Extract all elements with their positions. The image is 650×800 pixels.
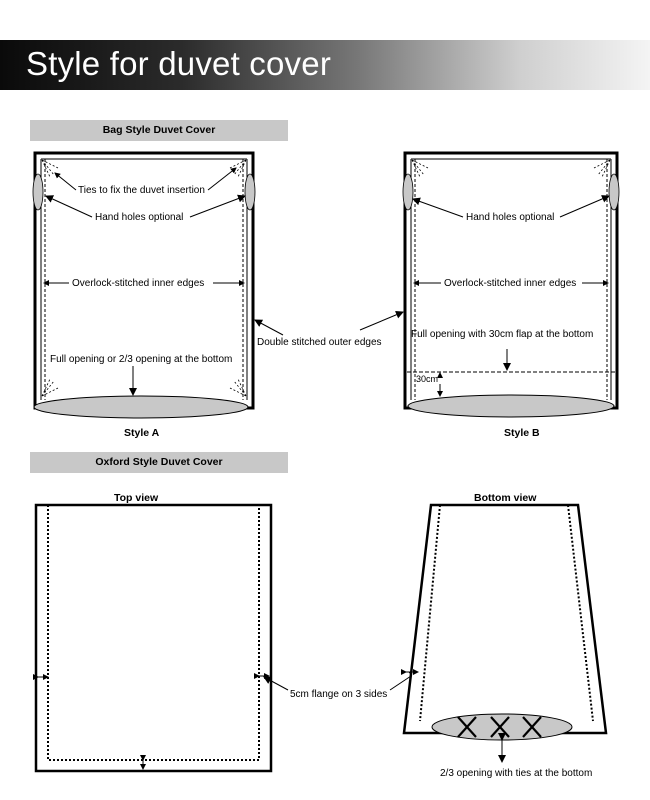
top-view-label: Top view	[114, 492, 159, 504]
bottom-view-opening	[432, 714, 572, 740]
style-a-opening-label: Full opening or 2/3 opening at the bottom	[50, 354, 233, 365]
style-b-opening-label: Full opening with 30cm flap at the bottom	[411, 329, 594, 340]
double-stitched-label: Double stitched outer edges	[257, 337, 382, 348]
bottom-view-outline	[404, 505, 606, 733]
double-stitched-arrow-right	[360, 312, 403, 330]
oxford-style-heading: Oxford Style Duvet Cover	[30, 452, 288, 473]
double-stitched-arrow-left	[255, 320, 283, 335]
style-b-left-hand-hole	[403, 174, 413, 210]
bottom-view-label: Bottom view	[474, 492, 537, 504]
ties-opening-label: 2/3 opening with ties at the bottom	[440, 768, 593, 779]
flange-label: 5cm flange on 3 sides	[290, 689, 388, 700]
style-a-hand-holes-label: Hand holes optional	[95, 212, 184, 223]
style-a-right-hand-hole	[245, 174, 255, 210]
oxford-bottom-view	[404, 492, 606, 779]
style-b-caption: Style B	[504, 427, 540, 439]
style-a-caption: Style A	[124, 427, 160, 439]
style-a-left-hand-hole	[33, 174, 43, 210]
style-b-flap-label: 30cm	[416, 374, 439, 384]
oxford-top-view	[36, 492, 271, 771]
style-b-right-hand-hole	[609, 174, 619, 210]
style-b-overlock-label: Overlock-stitched inner edges	[444, 278, 577, 289]
page-title: Style for duvet cover	[26, 45, 332, 82]
style-a-bottom-opening	[34, 396, 248, 418]
style-a-ties-label: Ties to fix the duvet insertion	[78, 185, 205, 196]
style-b-diagram	[403, 153, 619, 439]
style-b-bottom-opening	[408, 395, 614, 417]
style-b-hand-holes-label: Hand holes optional	[466, 212, 555, 223]
style-a-diagram	[33, 153, 255, 439]
bag-style-heading: Bag Style Duvet Cover	[30, 120, 288, 141]
top-view-outline	[36, 505, 271, 771]
style-a-overlock-label: Overlock-stitched inner edges	[72, 278, 205, 289]
